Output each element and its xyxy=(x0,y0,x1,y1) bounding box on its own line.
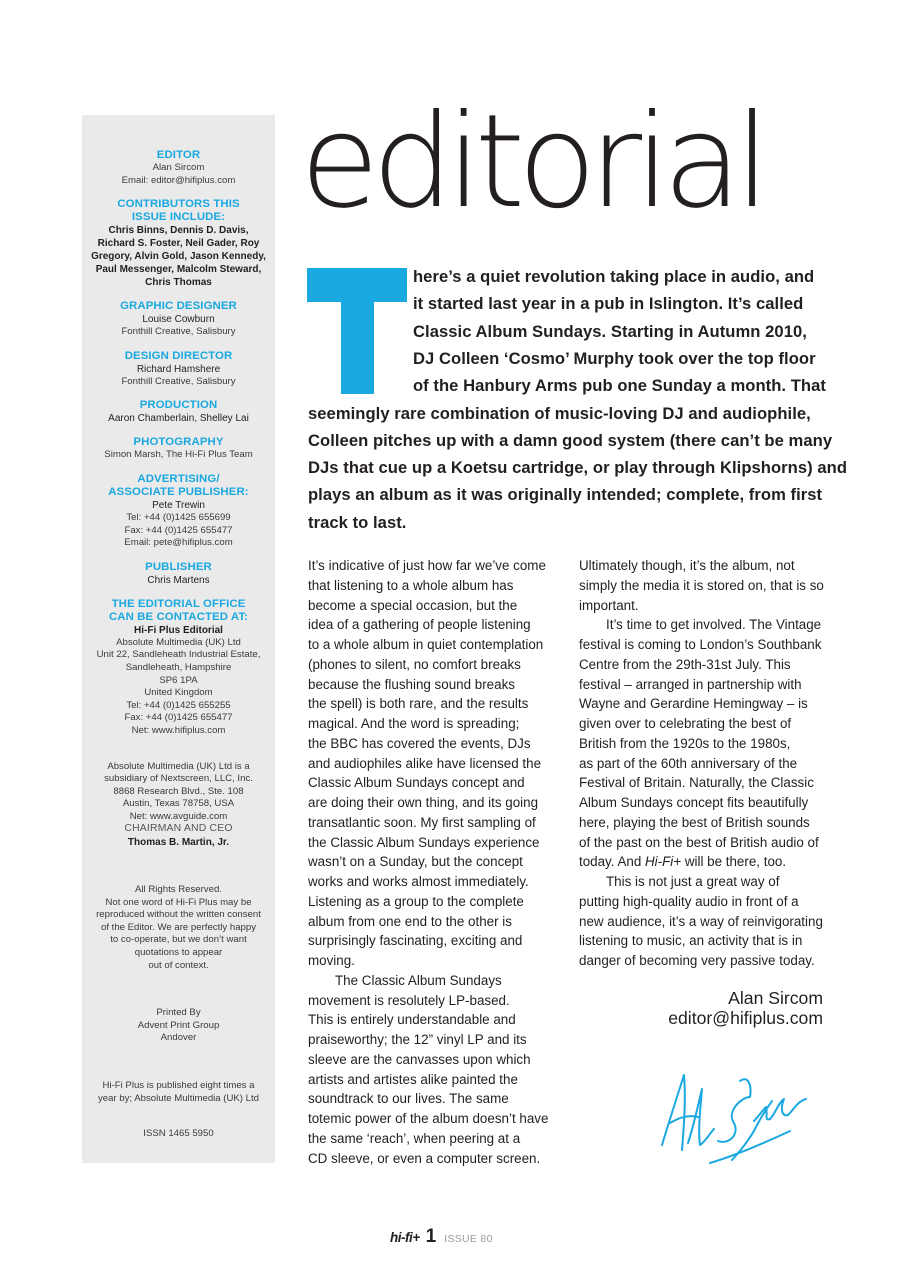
body-column-right xyxy=(579,556,829,971)
body-line: It’s indicative of just how far we’ve come xyxy=(308,558,546,573)
body-line: movement is resolutely LP-based. xyxy=(308,992,510,1008)
body-line: It’s time to get involved. The Vintage xyxy=(606,617,822,633)
body-line: Festival of Britain. Naturally, the Classic xyxy=(579,775,814,791)
body-column-left xyxy=(308,556,558,1168)
office-details: Absolute Multimedia (UK) Ltd Unit 22, Sandleheath Industrial Estate, Sandleheath, Hampshire SP6 1PA United Kingdom Tel: +44 (0)1425 655255 Fax: +44 (0)1425 655477 Net: www.hifiplus.com xyxy=(96,636,261,736)
editor-name: Alan Sircom xyxy=(152,162,205,173)
intro-line: it started last year in a pub in Islington. It’s called xyxy=(413,294,804,314)
editor-email: Email: editor@hifiplus.com xyxy=(121,174,236,186)
intro-line: here’s a quiet revolution taking place in audio, and xyxy=(413,267,815,286)
body-line: idea of a gathering of people listening xyxy=(308,617,531,633)
graphic-designer-company: Fonthill Creative, Salisbury xyxy=(121,326,236,338)
masthead-contributors xyxy=(82,198,275,289)
masthead-sidebar xyxy=(82,115,275,1163)
body-line: the same ‘reach’, when peering at a xyxy=(308,1130,521,1146)
intro-line: Classic Album Sundays. Starting in Autumn 2010, xyxy=(413,321,807,341)
intro-line: Colleen pitches up with a damn good system (there can’t be many xyxy=(308,430,833,450)
body-line: of the past on the best of British audio of xyxy=(579,834,819,850)
signoff-email: editor@hifiplus.com xyxy=(668,1008,823,1028)
chairman-label: CHAIRMAN AND CEO xyxy=(124,823,233,835)
body-line: as part of the 60th anniversary of the xyxy=(579,755,798,771)
intro-line: track to last. xyxy=(308,512,407,532)
body-line: wasn’t on a Sunday, but the concept xyxy=(308,854,523,870)
masthead-graphic-designer xyxy=(82,300,275,339)
body-text: will be there, too. xyxy=(681,854,787,870)
body-line: the BBC has covered the events, DJs xyxy=(308,735,531,751)
body-line: because the flushing sound breaks xyxy=(308,676,515,692)
masthead-heading: THE EDITORIAL OFFICE CAN BE CONTACTED AT: xyxy=(108,597,249,623)
page-title: editorial xyxy=(300,87,763,237)
body-line: transatlantic soon. My first sampling of xyxy=(308,814,536,830)
masthead-heading: DESIGN DIRECTOR xyxy=(124,349,233,362)
body-line: given over to celebrating the best of xyxy=(579,716,792,731)
body-line: the Classic Album Sundays experience xyxy=(308,834,540,850)
body-line: British from the 1920s to the 1980s, xyxy=(579,735,791,751)
photography-names: Simon Marsh, The Hi-Fi Plus Team xyxy=(104,449,253,461)
body-line: Ultimately though, it’s the album, not xyxy=(579,558,795,573)
design-director-company: Fonthill Creative, Salisbury xyxy=(121,375,236,387)
advertising-name: Pete Trewin xyxy=(152,499,205,511)
body-line: (phones to silent, no comfort breaks xyxy=(308,656,521,672)
body-line: festival – arranged in partnership with xyxy=(579,676,802,692)
drop-cap-letter xyxy=(307,268,407,394)
magazine-logo: hi-fi+ xyxy=(390,1230,420,1245)
intro-line: DJ Colleen ‘Cosmo’ Murphy took over the top floor xyxy=(413,348,816,368)
issn-text: ISSN 1465 5950 xyxy=(143,1128,214,1140)
body-line: are doing their own thing, and its going xyxy=(308,795,539,810)
masthead-parent-company xyxy=(82,761,275,850)
chairman-name: Thomas B. Martin, Jr. xyxy=(127,837,230,849)
body-line: Centre from the 29th-31st July. This xyxy=(579,656,791,672)
body-line: festival is coming to London’s Southbank xyxy=(579,637,822,652)
contributor-names: Chris Binns, Dennis D. Davis, Richard S. Foster, Neil Gader, Roy Gregory, Alvin Gold, Jason Kennedy, Paul Messenger, Malcolm Steward, Chris Thomas xyxy=(91,225,266,289)
body-line: Classic Album Sundays concept and xyxy=(308,775,525,791)
graphic-designer-name: Louise Cowburn xyxy=(142,314,215,326)
masthead-heading: PUBLISHER xyxy=(145,560,212,573)
masthead-heading: PHOTOGRAPHY xyxy=(133,436,224,449)
body-line: works and works almost immediately. xyxy=(308,874,529,889)
body-line: to a whole album in quiet contemplation xyxy=(308,637,544,652)
masthead-issn xyxy=(82,1128,275,1141)
printer-text: Printed By Advent Print Group Andover xyxy=(137,1007,220,1044)
masthead-heading: EDITOR xyxy=(156,149,201,161)
parent-company-details: Absolute Multimedia (UK) Ltd is a subsidiary of Nextscreen, LLC, Inc. 8868 Research Blvd., Ste. 108 Austin, Texas 78758, USA Net: www.avguide.com xyxy=(104,760,253,822)
body-line: become a special occasion, but the xyxy=(308,597,518,613)
masthead-publisher xyxy=(82,561,275,587)
masthead-advertising xyxy=(82,473,275,550)
intro-line: plays an album as it was originally intended; complete, from first xyxy=(308,485,823,505)
body-line: CD sleeve, or even a computer screen. xyxy=(308,1150,541,1166)
body-line xyxy=(579,852,829,872)
body-line: simply the media it is stored on, that is so xyxy=(579,577,824,593)
body-line: This is entirely understandable and xyxy=(308,1012,516,1028)
publisher-name: Chris Martens xyxy=(147,574,210,586)
body-line: magical. And the word is spreading; xyxy=(308,716,520,731)
masthead-rights xyxy=(82,884,275,972)
magazine-name: Hi-Fi+ xyxy=(645,854,682,870)
masthead-heading: ADVERTISING/ ASSOCIATE PUBLISHER: xyxy=(108,472,249,498)
body-text: today. And xyxy=(579,854,646,870)
body-line: Album Sundays concept fits beautifully xyxy=(579,795,809,810)
intro-line: of the Hanbury Arms pub one Sunday a month. That xyxy=(413,376,826,396)
masthead-editor xyxy=(82,149,275,187)
page-number: 1 xyxy=(425,1226,437,1247)
body-line: album from one end to the other is xyxy=(308,913,512,929)
masthead-heading: PRODUCTION xyxy=(139,399,218,412)
advertising-details: Tel: +44 (0)1425 655699 Fax: +44 (0)1425 655477 Email: pete@hifiplus.com xyxy=(124,511,233,549)
masthead-heading: CONTRIBUTORS THIS ISSUE INCLUDE: xyxy=(117,198,240,224)
masthead-production xyxy=(82,399,275,425)
signoff-name: Alan Sircom xyxy=(728,988,823,1008)
body-line: listening to music, an activity that is in xyxy=(579,933,803,949)
issue-label: ISSUE 80 xyxy=(444,1233,493,1245)
body-line: moving. xyxy=(308,953,355,968)
frequency-text: Hi-Fi Plus is published eight times a year by; Absolute Multimedia (UK) Ltd xyxy=(97,1080,260,1104)
intro-line: DJs that cue up a Koetsu cartridge, or play through Klipshorns) and xyxy=(308,458,848,478)
production-names: Aaron Chamberlain, Shelley Lai xyxy=(108,413,249,425)
body-line: Listening as a group to the complete xyxy=(308,893,524,909)
masthead-heading: GRAPHIC DESIGNER xyxy=(120,300,237,313)
body-line: This is not just a great way of xyxy=(606,874,780,889)
handwritten-signature xyxy=(650,1045,810,1170)
masthead-frequency xyxy=(82,1080,275,1105)
body-line: surprisingly fascinating, exciting and xyxy=(308,933,523,949)
page-footer xyxy=(390,1226,493,1246)
body-line: soundtrack to our lives. The same xyxy=(308,1091,509,1107)
body-line: praiseworthy; the 12” vinyl LP and its xyxy=(308,1032,527,1047)
body-line: and audiophiles alike have licensed the xyxy=(308,755,542,771)
office-name: Hi-Fi Plus Editorial xyxy=(134,624,223,636)
masthead-office xyxy=(82,598,275,738)
body-line: the spell) is both rare, and the results xyxy=(308,696,529,712)
body-line: Wayne and Gerardine Hemingway – is xyxy=(579,696,808,712)
masthead-photography xyxy=(82,436,275,462)
body-line: The Classic Album Sundays xyxy=(335,972,502,988)
body-line: totemic power of the album doesn’t have xyxy=(308,1111,549,1126)
masthead-design-director xyxy=(82,350,275,389)
masthead-printer xyxy=(82,1007,275,1045)
body-line: that listening to a whole album has xyxy=(308,577,514,593)
body-line: putting high-quality audio in front of a xyxy=(579,893,799,909)
body-line: new audience, it’s a way of reinvigorating xyxy=(579,913,823,929)
body-line: danger of becoming very passive today. xyxy=(579,953,815,968)
body-line: artists and artistes alike painted the xyxy=(308,1071,518,1087)
design-director-name: Richard Hamshere xyxy=(136,363,221,375)
body-line: sleeve are the canvasses upon which xyxy=(308,1051,531,1067)
intro-line: seemingly rare combination of music-loving DJ and audiophile, xyxy=(308,403,811,423)
body-line: important. xyxy=(579,597,639,613)
body-line: here, playing the best of British sounds xyxy=(579,814,810,830)
rights-text: All Rights Reserved. Not one word of Hi-Fi Plus may be reproduced without the written consent of the Editor. We are perfectly happy to co-operate, but we don’t want quotations to appear out of context. xyxy=(96,884,261,971)
